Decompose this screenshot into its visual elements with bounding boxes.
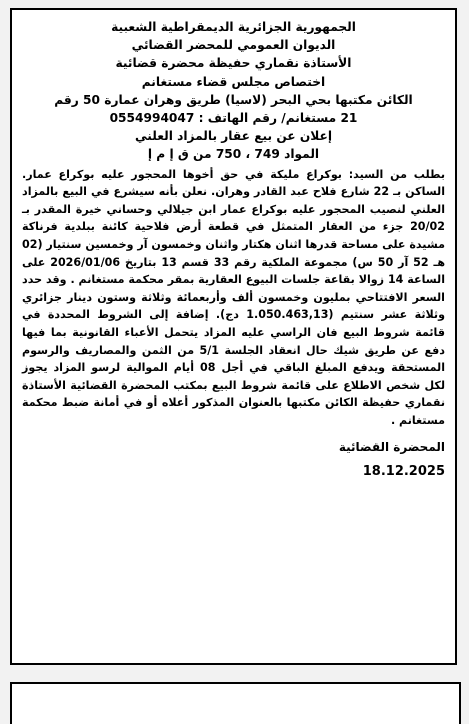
next-notice-frame [10, 682, 461, 724]
header-jurisdiction: اختصاص مجلس قضاء مستغانم [141, 74, 326, 89]
header-phone: 21 مستغانم/ رقم الهاتف : 0554994047 [109, 111, 358, 126]
notice-body: بطلب من السيد: بوكراع مليكة في حق أخوها المحجور عليه بوكراع عمار. الساكن بـ 22 شارع فلاح عبد القادر وهران. نعلن بأنه سيشرع في البيع بالمزاد العلني لنصيب المحجور عليه بوكراع عمار ابن جيلالي وحساني خيرة المقدر بـ 20/02 جزء من العقار المتمثل في قطعة أرض فلاحية كائنة ببلدية فرناكة مشيدة على مساحة قدرها اثنان هكتار واثنان وخمسون آر وخمسين سنتيار (02 هـ 52 آر 50 س) مجموعة الملكية رقم 33 قسم 13 بتاريخ 2026/01/06 على الساعة 14 زوالا بقاعة جلسات البيوع العقارية بمقر محكمة مستغانم . وقد حدد السعر الافتتاحي بمليون وخمسون ألف وأربعمائة وثلاثة وستون دينار جزائري وثلاثة عشر سنتيم (1.050.463,13 دج). إضافة إلى الشروط المحددة في قائمة شروط البيع فان الراسي عليه المزاد يتحمل الأعباء القانونية بما فيها دفع عن طريق شيك حال انعقاد الجلسة 5/1 من الثمن والمصاريف والرسوم المستحقة ويدفع المبلغ الباقي في أجل 08 أيام الموالية لرسو المزاد يجوز لكل شخص الاطلاع على قائمة شروط البيع بمكتب المحضرة القضائية الأستاذة نقماري حفيظة الكائن مكتبها بالعنوان المذكور أعلاه أو في أمانة ضبط محكمة مستغانم . [22, 167, 446, 427]
notice-date: 18.12.2025 [362, 463, 445, 479]
header-address: الكائن مكتبها بحي البحر (لاسيا) طريق وهران عمارة 50 رقم [54, 92, 413, 107]
header-office: الديوان العمومي للمحضر القضائي [131, 38, 336, 53]
auction-notice [10, 8, 457, 665]
signature-label: المحضرة القضائية [338, 439, 445, 454]
notice-title: إعلان عن بيع عقار بالمزاد العلني [134, 129, 333, 144]
header-bailiff-name: الأستاذة نقماري حفيظة محضرة قضائية [115, 56, 352, 71]
legal-articles: المواد 749 ، 750 من ق إ م إ [147, 147, 320, 162]
header-republic: الجمهورية الجزائرية الديمقراطية الشعبية [111, 20, 356, 34]
notice-header [22, 18, 445, 164]
